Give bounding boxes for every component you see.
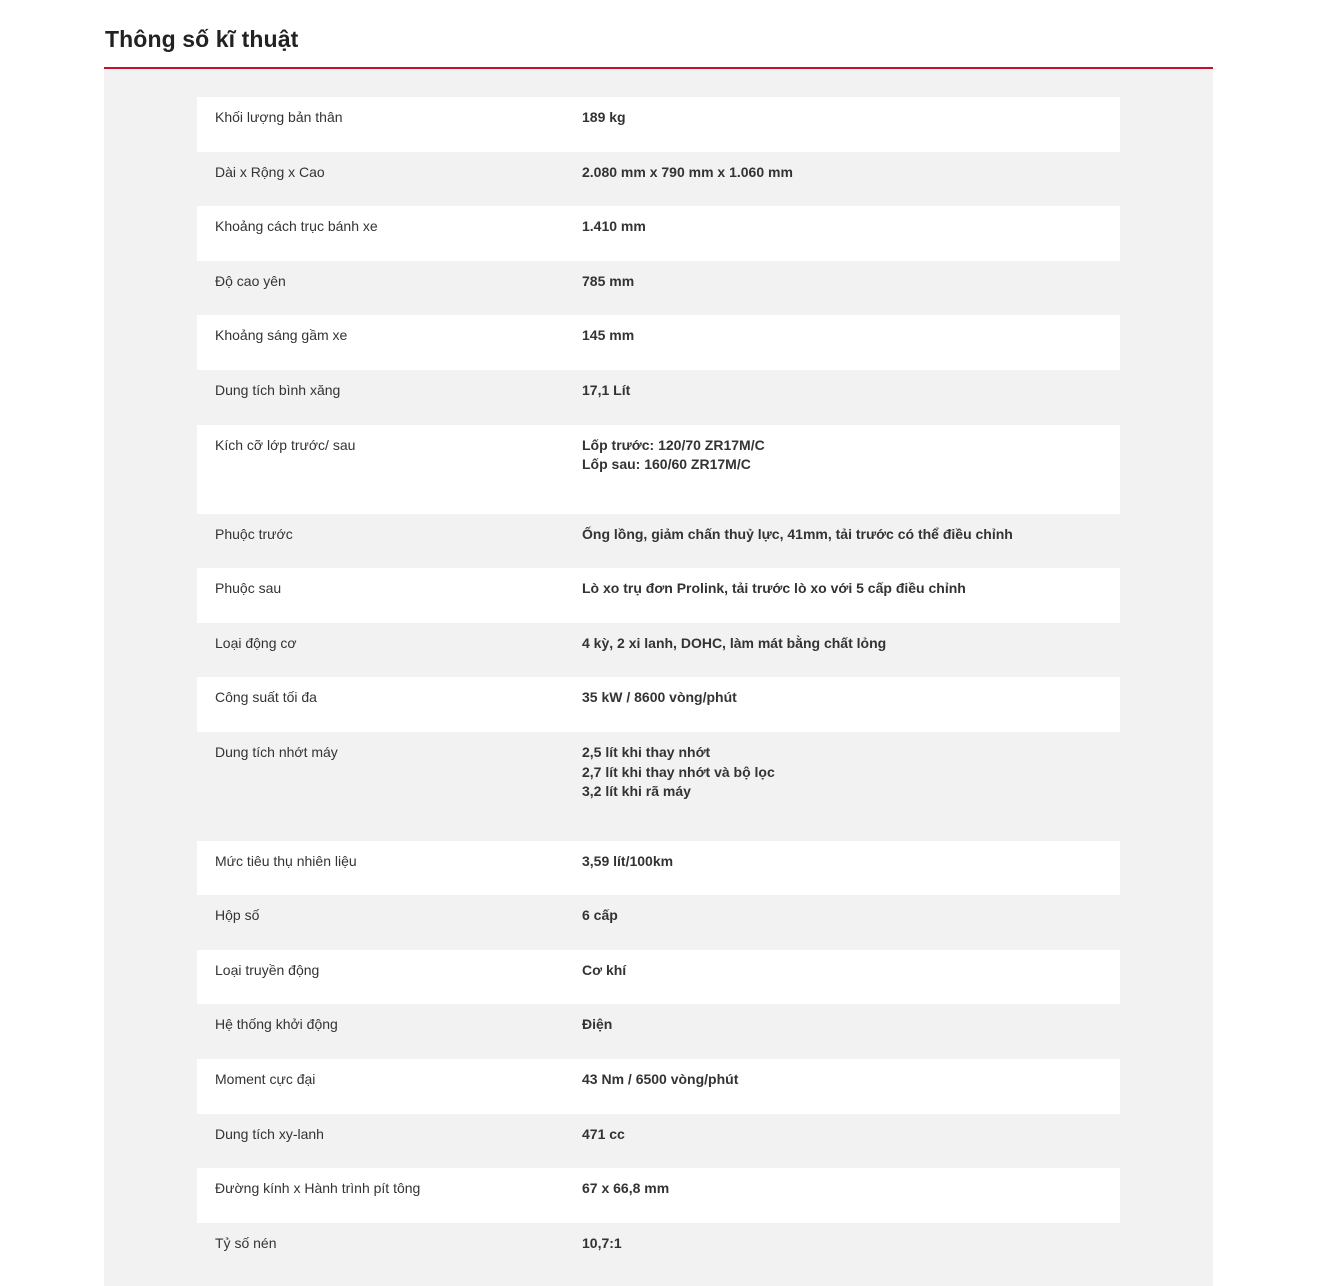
spec-value-line: 1.410 mm [582,218,646,235]
spec-value [582,634,1120,654]
spec-row [197,514,1120,569]
spec-value-line: 3,59 lít/100km [582,852,674,869]
spec-label: Mức tiêu thụ nhiên liệu [215,852,357,869]
spec-value [582,743,1120,802]
spec-value-line: Điện [582,1016,613,1033]
spec-row [197,677,1120,732]
spec-row [197,950,1120,1005]
spec-value-line: 785 mm [582,272,635,289]
spec-value [582,579,1120,599]
spec-value [582,1015,1120,1035]
spec-row [197,1168,1120,1223]
spec-label: Dung tích nhớt máy [215,744,338,761]
spec-value [582,108,1120,128]
spec-label: Đường kính x Hành trình pít tông [215,1180,421,1197]
spec-label: Khoảng cách trục bánh xe [215,218,378,235]
spec-row [197,568,1120,623]
spec-value-line: 2.080 mm x 790 mm x 1.060 mm [582,163,793,180]
spec-value [582,961,1120,981]
spec-value [582,436,1120,475]
spec-row [197,623,1120,678]
spec-row [197,261,1120,316]
spec-value [582,1234,1120,1254]
spec-label: Khoảng sáng gầm xe [215,327,348,344]
spec-label: Độ cao yên [215,272,286,289]
spec-label: Dài x Rộng x Cao [215,163,325,180]
spec-value-line: 67 x 66,8 mm [582,1180,670,1197]
spec-value-line: 2,7 lít khi thay nhớt và bộ lọc [582,763,775,780]
spec-label: Phuộc trước [215,525,293,542]
spec-row [197,1004,1120,1059]
spec-value [582,217,1120,237]
spec-table [197,97,1120,1277]
spec-value [582,326,1120,346]
spec-label: Loại truyền động [215,961,320,978]
spec-value [582,163,1120,183]
spec-value-line: 17,1 Lít [582,381,631,398]
spec-label: Moment cực đại [215,1071,316,1087]
spec-value [582,1179,1120,1199]
spec-label: Dung tích bình xăng [215,381,341,398]
spec-label: Dung tích xy-lanh [215,1125,324,1142]
spec-value-line: 145 mm [582,327,635,344]
spec-value [582,906,1120,926]
spec-value-line: 3,2 lít khi rã máy [582,783,691,800]
spec-value-line: 2,5 lít khi thay nhớt [582,744,711,761]
spec-row [197,841,1120,896]
spec-label: Hệ thống khởi động [215,1016,338,1033]
spec-row [197,1059,1120,1114]
spec-row [197,97,1120,152]
spec-label: Kích cỡ lớp trước/ sau [215,436,356,453]
section-title: Thông số kĩ thuật [105,26,299,52]
spec-value-line: 43 Nm / 6500 vòng/phút [582,1071,739,1087]
spec-label: Công suất tối đa [215,689,317,706]
spec-label: Loại động cơ [215,634,297,651]
spec-value [582,688,1120,708]
spec-value-line: Lò xo trụ đơn Prolink, tải trước lò xo với 5 cấp điều chỉnh [582,580,966,597]
spec-value-line: Lốp trước: 120/70 ZR17M/C [582,436,765,453]
spec-row [197,895,1120,950]
spec-label: Phuộc sau [215,580,282,597]
spec-row [197,370,1120,425]
spec-value-line: 471 cc [582,1125,625,1142]
spec-value-line: 35 kW / 8600 vòng/phút [582,689,737,706]
spec-value-line: 10,7:1 [582,1234,622,1251]
spec-row [197,425,1120,514]
spec-value [582,381,1120,401]
spec-value-line: Ống lồng, giảm chấn thuỷ lực, 41mm, tải trước có thể điều chỉnh [582,525,1013,542]
spec-row [197,1114,1120,1169]
spec-value [582,525,1120,545]
spec-value [582,272,1120,292]
spec-value-line: 189 kg [582,109,626,125]
spec-label: Hộp số [215,907,260,924]
spec-value-line: 4 kỳ, 2 xi lanh, DOHC, làm mát bằng chất lỏng [582,634,887,651]
spec-value [582,1070,1120,1090]
spec-value-line: 6 cấp [582,907,618,924]
spec-value-line: Lốp sau: 160/60 ZR17M/C [582,456,751,473]
spec-row [197,152,1120,207]
spec-row [197,732,1120,841]
spec-value [582,852,1120,872]
spec-row [197,1223,1120,1278]
spec-row [197,206,1120,261]
spec-value [582,1125,1120,1145]
spec-label: Tỷ số nén [215,1234,277,1251]
spec-value-line: Cơ khí [582,961,627,978]
spec-row [197,315,1120,370]
spec-label: Khối lượng bản thân [215,109,343,125]
